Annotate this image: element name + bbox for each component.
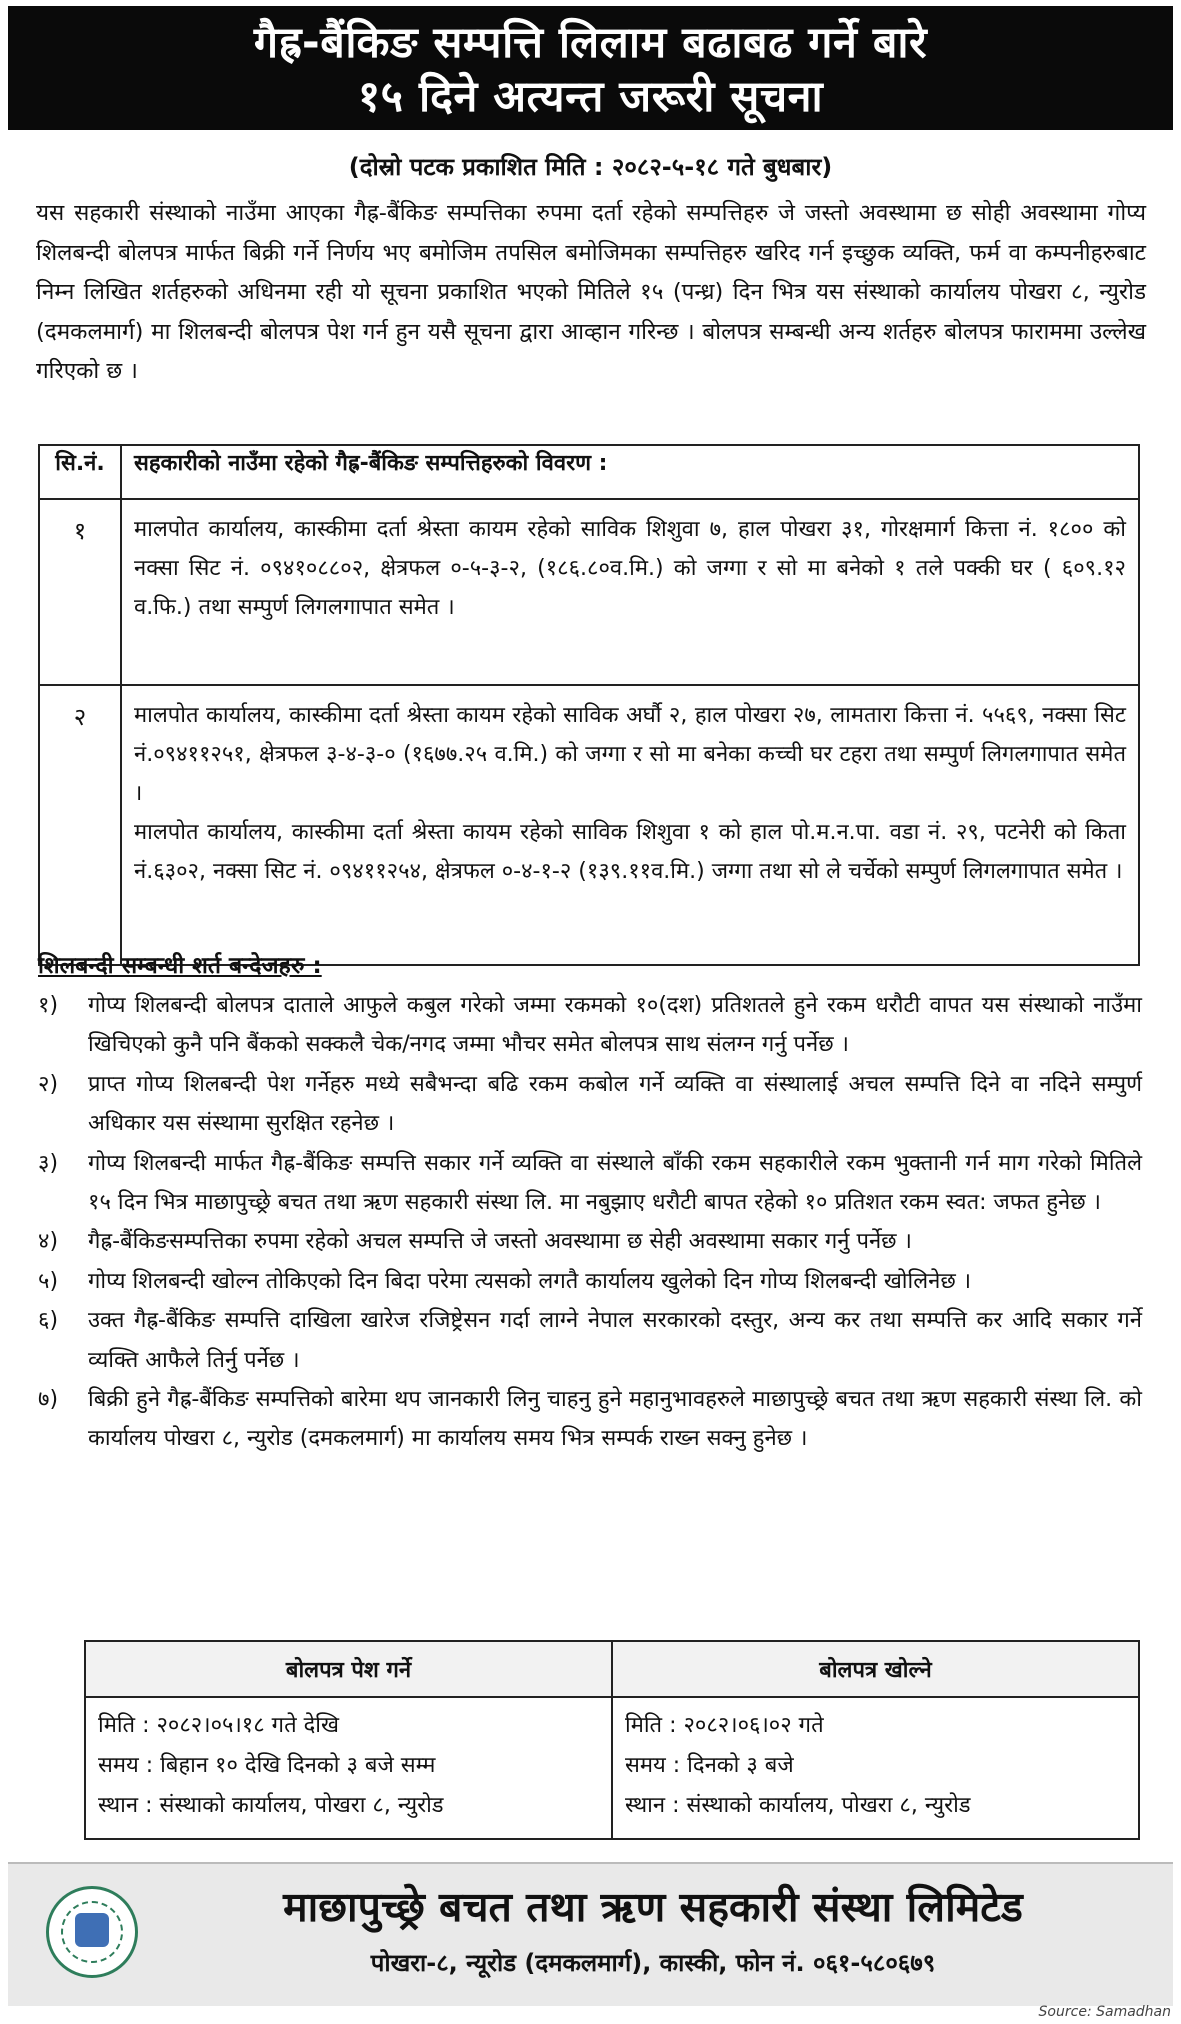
condition-number: २) (38, 1071, 59, 1097)
row-description: मालपोत कार्यालय, कास्कीमा दर्ता श्रेस्ता कायम रहेको साविक अर्घौ २, हाल पोखरा २७, लामतारा कित्ता नं. ५५६९, नक्सा सिट नं.०९४११२५१, क्षेत्रफल ३-४-३-० (१६७७.२५ व.मि.) को जग्गा र सो मा बनेका कच्ची घर टहरा तथा सम्पुर्ण लिगलगापात समेत । (134, 703, 1126, 806)
property-table-header (39, 445, 1139, 499)
condition-item (38, 1301, 1142, 1380)
organization-logo-icon (46, 1886, 138, 1978)
submit-place: स्थान : संस्थाको कार्यालय, पोखरा ८, न्युरोड (98, 1793, 444, 1818)
open-details (612, 1697, 1139, 1839)
notice-header (8, 6, 1173, 130)
condition-item (38, 1144, 1142, 1223)
col-sn-header: सि.नं. (39, 445, 121, 499)
condition-text: बिक्री हुने गैह्र-बैंकिङ सम्पत्तिको बारेमा थप जानकारी लिनु चाहनु हुने महानुभावहरुले माछापुच्छ्रे बचत तथा ऋण सहकारी संस्था लि. को कार्यालय पोखरा ८, न्युरोड (दमकलमार्ग) मा कार्यालय समय भित्र सम्पर्क राख्न सक्नु हुनेछ । (88, 1387, 1142, 1452)
condition-item (38, 1380, 1142, 1459)
open-place: स्थान : संस्थाको कार्यालय, पोखरा ८, न्युरोड (625, 1793, 971, 1818)
published-date: (दोस्रो पटक प्रकाशित मिति : २०८२-५-१८ गते बुधबार) (348, 153, 833, 181)
intro-paragraph: यस सहकारी संस्थाको नाउँमा आएका गैह्र-बैंकिङ सम्पत्तिका रुपमा दर्ता रहेको सम्पत्तिहरु जे जस्तो अवस्थामा छ सोही अवस्थामा गोप्य शिलबन्दी बोलपत्र मार्फत बिक्री गर्ने निर्णय भए बमोजिम तपसिल बमोजिमका सम्पत्तिहरु खरिद गर्न इच्छुक व्यक्ति, फर्म वा कम्पनीहरुबाट निम्न लिखित शर्तहरुको अधिनमा रही यो सूचना प्रकाशित भएको मितिले १५ (पन्ध्र) दिन भित्र यस संस्थाको कार्यालय पोखरा ८, न्युरोड (दमकलमार्ग) मा शिलबन्दी बोलपत्र पेश गर्न हुन यसै सूचना द्वारा आव्हान गरिन्छ । बोलपत्र सम्बन्धी अन्य शर्तहरु बोलपत्र फाराममा उल्लेख गरिएको छ । (36, 200, 1146, 384)
condition-number: १) (38, 993, 59, 1018)
property-table (38, 444, 1140, 966)
col-desc-header: सहकारीको नाउँमा रहेको गैह्र-बैंकिङ सम्पत्तिहरुको विवरण : (121, 445, 1139, 499)
row-description-second: मालपोत कार्यालय, कास्कीमा दर्ता श्रेस्ता कायम रहेको साविक शिशुवा १ को हाल पो.म.न.पा. वडा नं. २९, पटनेरी को किता नं.६३०२, नक्सा सिट नं. ०९४११२५४, क्षेत्रफल ०-४-१-२ (१३९.११व.मि.) जग्गा तथा सो ले चर्चेको सम्पुर्ण लिगलगापात समेत । (134, 820, 1126, 884)
logo-emblem (75, 1913, 109, 1947)
table-row (39, 499, 1139, 685)
condition-text: उक्त गैह्र-बैंकिङ सम्पत्ति दाखिला खारेज रजिष्ट्रेसन गर्दा लाग्ने नेपाल सरकारको दस्तुर, अन्य कर तथा सम्पत्ति कर आदि सकार गर्ने व्यक्ति आफैले तिर्नु पर्नेछ । (88, 1308, 1142, 1373)
organization-name: माछापुच्छ्रे बचत तथा ऋण सहकारी संस्था लिमिटेड (283, 1883, 1023, 1931)
conditions-title: शिलबन्दी सम्बन्धी शर्त बन्देजहरु : (38, 953, 322, 979)
table-row (39, 685, 1139, 965)
condition-number: ७) (38, 1387, 59, 1413)
condition-text: गोप्य शिलबन्दी मार्फत गैह्र-बैंकिङ सम्पत्ति सकार गर्ने व्यक्ति वा संस्थाले बाँकी रकम सहकारीले रकम भुक्तानी गर्न माग गरेको मितिले १५ दिन भित्र माछापुच्छ्रे बचत तथा ऋण सहकारी संस्था लि. मा नबुझाए धरौटी बापत रहेको १० प्रतिशत रकम स्वत: जफत हुनेछ । (88, 1150, 1142, 1216)
condition-number: ६) (38, 1308, 59, 1334)
source-credit: Source: Samadhan (1038, 2004, 1171, 2020)
row-sn: २ (39, 685, 121, 965)
open-header: बोलपत्र खोल्ने (612, 1641, 1139, 1697)
notice-title-line1: गैह्र-बैंकिङ सम्पत्ति लिलाम बढाबढ गर्ने बारे (253, 18, 928, 68)
organization-address: पोखरा-८, न्यूरोड (दमकलमार्ग), कास्की, फोन नं. ०६१-५८०६७९ (370, 1949, 936, 1977)
condition-item (38, 1262, 1142, 1301)
condition-number: ५) (38, 1268, 59, 1294)
condition-text: गैह्र-बैंकिङसम्पत्तिका रुपमा रहेको अचल सम्पत्ति जे जस्तो अवस्थामा छ सेही अवस्थामा सकार गर्नु पर्नेछ । (88, 1229, 912, 1255)
notice-title-line2: १५ दिने अत्यन्त जरूरी सूचना (357, 72, 824, 122)
condition-text: गोप्य शिलबन्दी बोलपत्र दाताले आफुले कबुल गरेको जम्मा रकमको १०(दश) प्रतिशतले हुने रकम धरौटी वापत यस संस्थाको नाउँमा खिचिएको कुनै पनि बैंकको सक्कलै चेक/नगद जम्मा भौचर समेत बोलपत्र साथ संलग्न गर्नु पर्नेछ । (88, 993, 1142, 1058)
open-time: समय : दिनको ३ बजे (625, 1753, 794, 1778)
condition-number: ३) (38, 1150, 59, 1176)
schedule-table (84, 1640, 1140, 1840)
condition-text: प्राप्त गोप्य शिलबन्दी पेश गर्नेहरु मध्ये सबैभन्दा बढि रकम कबोल गर्ने व्यक्ति वा संस्थालाई अचल सम्पत्ति दिने वा नदिने सम्पुर्ण अधिकार यस संस्थामा सुरक्षित रहनेछ । (88, 1071, 1142, 1137)
conditions-list (38, 986, 1142, 1459)
condition-item (38, 1065, 1142, 1144)
row-description-cell (121, 685, 1139, 965)
organization-footer (8, 1862, 1173, 2006)
submit-date: मिति : २०८२।०५।१८ गते देखि (98, 1713, 339, 1738)
row-sn: १ (39, 499, 121, 685)
open-date: मिति : २०८२।०६।०२ गते (625, 1713, 824, 1738)
condition-text: गोप्य शिलबन्दी खोल्न तोकिएको दिन बिदा परेमा त्यसको लगतै कार्यालय खुलेको दिन गोप्य शिलबन्दी खोलिनेछ । (88, 1268, 972, 1294)
condition-number: ४) (38, 1229, 59, 1255)
row-description: मालपोत कार्यालय, कास्कीमा दर्ता श्रेस्ता कायम रहेको साविक शिशुवा ७, हाल पोखरा ३१, गोरक्षमार्ग कित्ता नं. १८०० को नक्सा सिट नं. ०९४१०८८०२, क्षेत्रफल ०-५-३-२, (१८६.८०व.मि.) को जग्गा र सो मा बनेको १ तले पक्की घर ( ६०९.१२ व.फि.) तथा सम्पुर्ण लिगलगापात समेत । (121, 499, 1139, 685)
submit-time: समय : बिहान १० देखि दिनको ३ बजे सम्म (98, 1753, 436, 1778)
submit-header: बोलपत्र पेश गर्ने (85, 1641, 612, 1697)
condition-item (38, 1222, 1142, 1261)
submit-details (85, 1697, 612, 1839)
condition-item (38, 986, 1142, 1065)
